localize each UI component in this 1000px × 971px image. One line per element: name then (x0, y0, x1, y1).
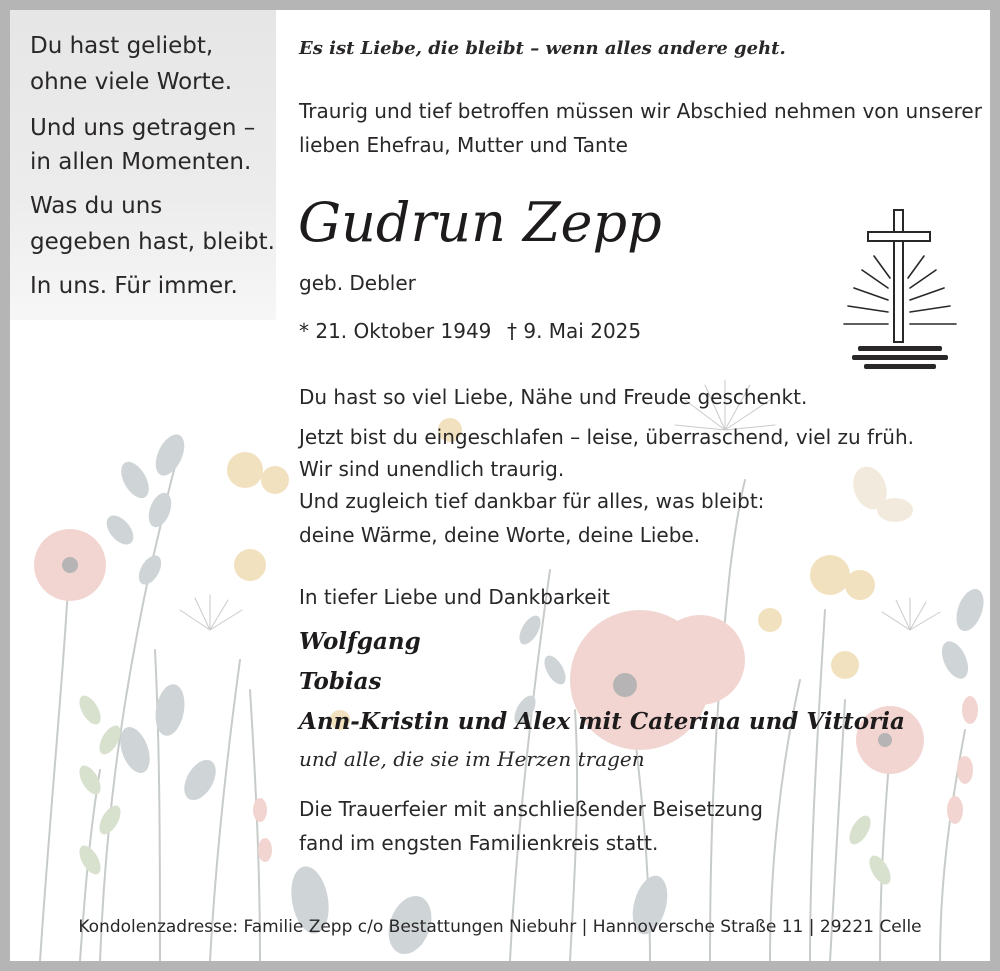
deceased-name: Gudrun Zepp (298, 191, 662, 254)
funeral-line: Die Trauerfeier mit anschließender Beisetzung (299, 797, 763, 821)
condolence-address: Kondolenzadresse: Familie Zepp c/o Bestattungen Niebuhr | Hannoversche Straße 11 | 29221 Celle (78, 917, 922, 937)
intro-line: lieben Ehefrau, Mutter und Tante (299, 133, 628, 157)
poem-line: Jetzt bist du eingeschlafen – leise, überraschend, viel zu früh. (299, 425, 914, 449)
mourner-name: Tobias (299, 668, 382, 695)
quote-line: Was du uns (30, 193, 163, 219)
obituary-card (10, 10, 990, 961)
quote-line: Du hast geliebt, (30, 33, 214, 59)
poem-line: Du hast so viel Liebe, Nähe und Freude geschenkt. (299, 385, 808, 409)
mourner-name: Ann-Kristin und Alex mit Caterina und Vittoria (299, 708, 905, 735)
quote-line: Und uns getragen – (30, 115, 256, 141)
birth-name: geb. Debler (299, 271, 416, 295)
birth-date: * 21. Oktober 1949 (299, 319, 492, 343)
poem-line: Und zugleich tief dankbar für alles, was bleibt: (299, 489, 765, 513)
quote-line: In uns. Für immer. (30, 273, 238, 299)
death-date: † 9. Mai 2025 (507, 319, 642, 343)
poem-line: Wir sind unendlich traurig. (299, 457, 565, 481)
quote-line: gegeben hast, bleibt. (30, 229, 275, 255)
quote-line: ohne viele Worte. (30, 69, 233, 95)
mourners-lead: In tiefer Liebe und Dankbarkeit (299, 585, 610, 609)
motto: Es ist Liebe, die bleibt – wenn alles andere geht. (299, 38, 786, 59)
mourners-others: und alle, die sie im Herzen tragen (299, 747, 645, 771)
quote-line: in allen Momenten. (30, 149, 252, 175)
cross-sunrise-icon (838, 208, 962, 370)
mourner-name: Wolfgang (299, 628, 421, 655)
intro-line: Traurig und tief betroffen müssen wir Abschied nehmen von unserer (299, 99, 982, 123)
poem-line: deine Wärme, deine Worte, deine Liebe. (299, 523, 701, 547)
funeral-line: fand im engsten Familienkreis statt. (299, 831, 659, 855)
quote-box (10, 10, 276, 320)
